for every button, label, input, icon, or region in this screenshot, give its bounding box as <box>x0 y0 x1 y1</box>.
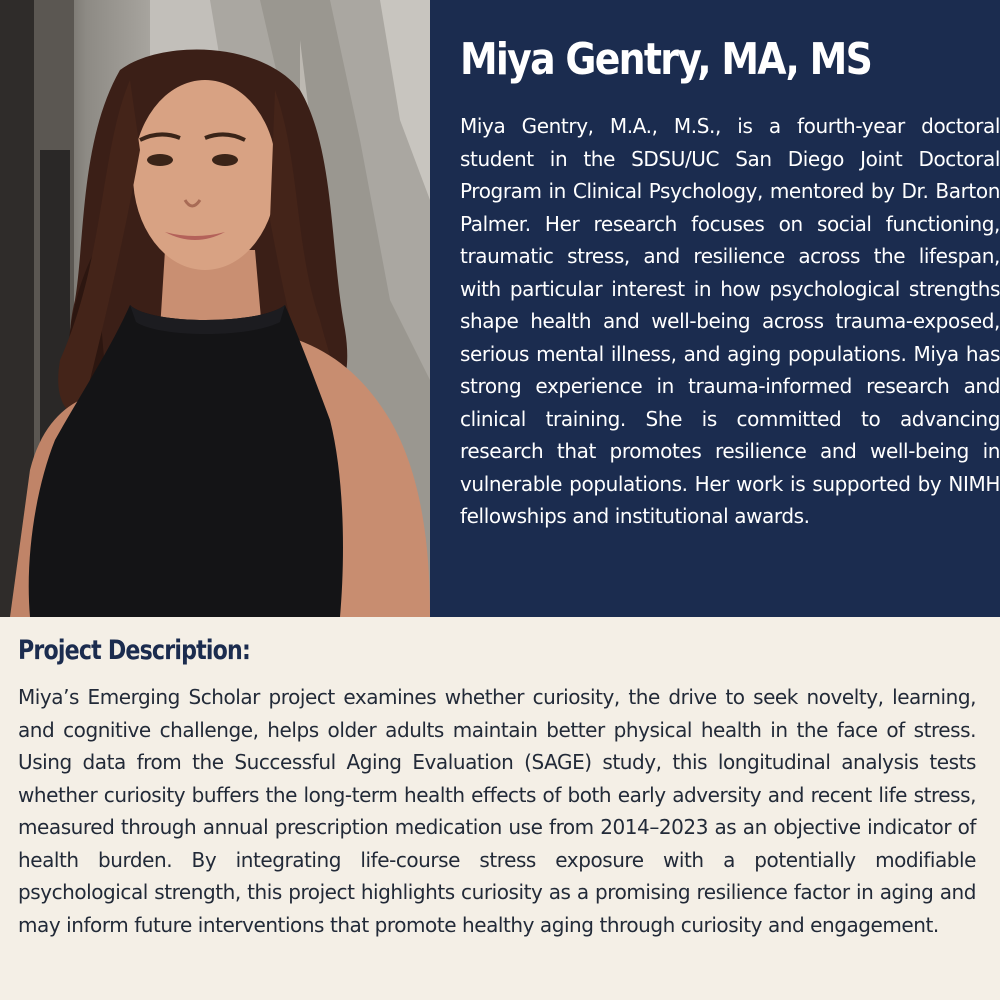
project-heading: Project Description: <box>18 635 251 666</box>
project-description: Miya’s Emerging Scholar project examines whether curiosity, the drive to seek novelty, learning, and cognitive challenge, helps older adults maintain better physical health in the face of stress. Using data from the Successful Aging Evaluation (SAGE) study, this longitudinal analysis tests whether curiosity buffers the long-term health effects of both early adversity and recent life stress, measured through annual prescription medication use from 2014–2023 as an objective indicator of health burden. By integrating life-course stress exposure with a potentially modifiable psychological strength, this project highlights curiosity as a promising resilience factor in aging and may inform future interventions that promote healthy aging through curiosity and engagement. <box>18 685 976 937</box>
portrait-illustration <box>0 0 430 617</box>
bio-panel <box>430 0 1000 617</box>
person-name: Miya Gentry, MA, MS <box>460 34 872 85</box>
bio-paragraph: Miya Gentry, M.A., M.S., is a fourth-year doctoral student in the SDSU/UC San Diego Joint Doctoral Program in Clinical Psychology, mentored by Dr. Barton Palmer. Her research focuses on social functioning, traumatic stress, and resilience across the lifespan, with particular interest in how psychological strengths shape health and well-being across trauma-exposed, serious mental illness, and aging populations. Miya has strong experience in trauma-informed research and clinical training. She is committed to advancing research that promotes resilience and well-being in vulnerable populations. Her work is supported by NIMH fellowships and institutional awards. <box>460 114 1000 528</box>
project-section <box>0 617 1000 1000</box>
portrait-photo <box>0 0 430 617</box>
